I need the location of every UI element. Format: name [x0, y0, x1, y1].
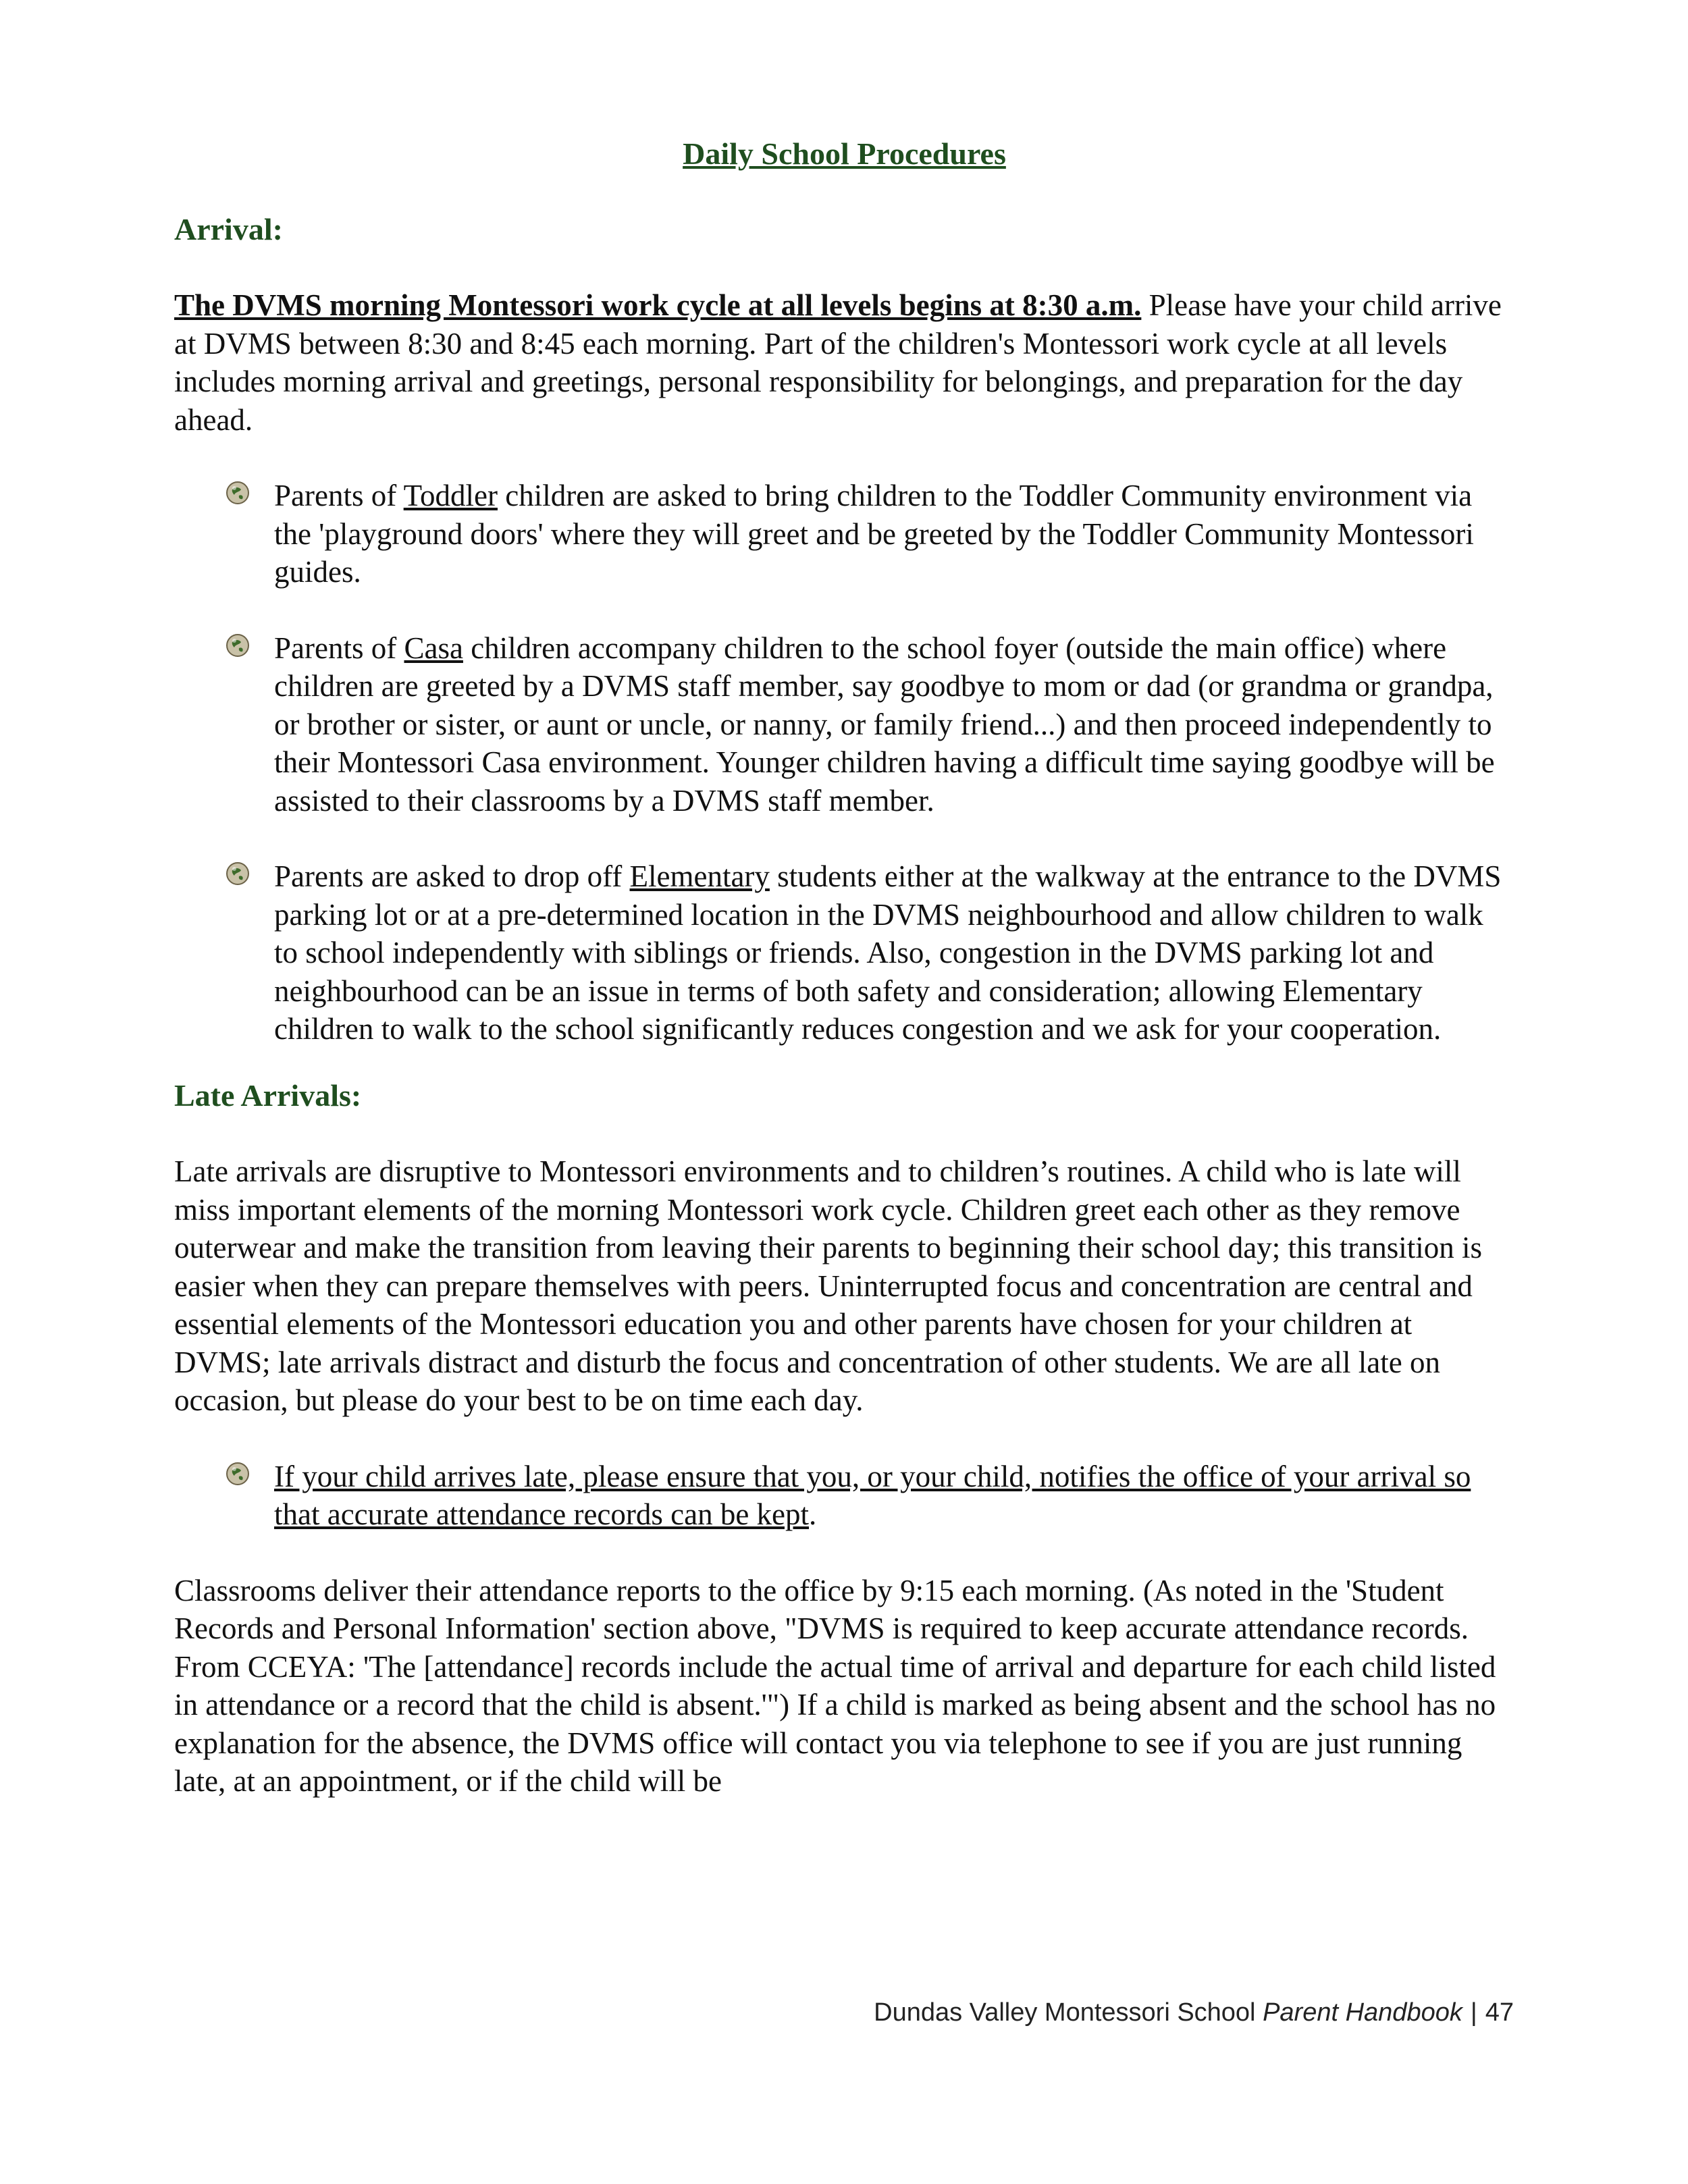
bullet-toddler-emph: Toddler — [403, 479, 498, 512]
bullet-elementary — [174, 857, 1514, 1048]
arrival-intro-lead: The DVMS morning Montessori work cycle at all levels begins at 8:30 a.m. — [174, 288, 1142, 322]
footer-separator: | — [1470, 1998, 1477, 2027]
bullet-toddler-before: Parents of — [274, 479, 404, 512]
late-bullet-list — [174, 1458, 1514, 1534]
bullet-toddler — [174, 477, 1514, 591]
bullet-casa-emph: Casa — [404, 631, 463, 665]
arrival-heading: Arrival: — [174, 211, 283, 246]
bullet-late-notify-text: If your child arrives late, please ensure that you, or your child, notifies the office of your arrival so that accurate attendance records can be kept — [274, 1459, 1471, 1531]
globe-bullet-icon — [226, 1462, 250, 1486]
page-number: 47 — [1485, 1998, 1514, 2027]
bullet-casa — [174, 629, 1514, 820]
globe-bullet-icon — [226, 481, 250, 505]
footer-school-name: Dundas Valley Montessori School — [874, 1998, 1256, 2027]
globe-bullet-icon — [226, 633, 250, 658]
late-arrivals-heading: Late Arrivals: — [174, 1077, 362, 1113]
late-arrivals-paragraph: Late arrivals are disruptive to Montessori environments and to children’s routines. A child who is late will miss important elements of the morning Montessori work cycle. Children greet each other as they remove outerwear and make the transition from leaving their parents to beginning their school day; this transition is easier when they can prepare themselves with peers. Uninterrupted focus and concentration are central and essential elements of the Montessori education you and other parents have chosen for your children at DVMS; late arrivals distract and disturb the focus and concentration of other students. We are all late on occasion, but please do your best to be on time each day. — [174, 1154, 1483, 1417]
page-footer — [874, 1998, 1514, 2027]
attendance-paragraph: Classrooms deliver their attendance reports to the office by 9:15 each morning. (As noted in the 'Student Records and Personal Information' section above, "DVMS is required to keep accurate attendance records. From CCEYA: 'The [attendance] records include the actual time of arrival and departure for each child listed in attendance or a record that the child is absent.'") If a child is marked as being absent and the school has no explanation for the absence, the DVMS office will contact you via telephone to see if you are just running late, at an appointment, or if the child will be — [174, 1573, 1496, 1798]
bullet-toddler-after: children are asked to bring children to the Toddler Community environment via the 'playground doors' where they will greet and be greeted by the Toddler Community Montessori guides. — [274, 479, 1474, 589]
bullet-elementary-before: Parents are asked to drop off — [274, 859, 630, 893]
arrival-bullet-list — [174, 477, 1514, 1048]
arrival-intro-rest: Please have your child arrive at DVMS between 8:30 and 8:45 each morning. Part of the children's Montessori work cycle at all levels includes morning arrival and greetings, personal responsibility for belongings, and preparation for the day ahead. — [174, 288, 1502, 437]
bullet-late-notify-end: . — [809, 1497, 817, 1531]
page-content — [174, 135, 1514, 1838]
bullet-casa-before: Parents of — [274, 631, 404, 665]
footer-doc-title: Parent Handbook — [1263, 1998, 1462, 2027]
bullet-elementary-emph: Elementary — [629, 859, 770, 893]
bullet-late-notify — [174, 1458, 1514, 1534]
arrival-intro — [174, 286, 1514, 439]
globe-bullet-icon — [226, 861, 250, 886]
bullet-casa-after: children accompany children to the school foyer (outside the main office) where children are greeted by a DVMS staff member, say goodbye to mom or dad (or grandma or grandpa, or brother or sister, or aunt or uncle, or nanny, or family friend...) and then proceed independently to their Montessori Casa environment. Younger children having a difficult time saying goodbye will be assisted to their classrooms by a DVMS staff member. — [274, 631, 1495, 818]
bullet-elementary-after: students either at the walkway at the entrance to the DVMS parking lot or at a pre-determined location in the DVMS neighbourhood and allow children to walk to school independently with siblings or friends. Also, congestion in the DVMS parking lot and neighbourhood can be an issue in terms of both safety and consideration; allowing Elementary children to walk to the school significantly reduces congestion and we ask for your cooperation. — [274, 859, 1502, 1046]
page-title: Daily School Procedures — [683, 136, 1006, 171]
